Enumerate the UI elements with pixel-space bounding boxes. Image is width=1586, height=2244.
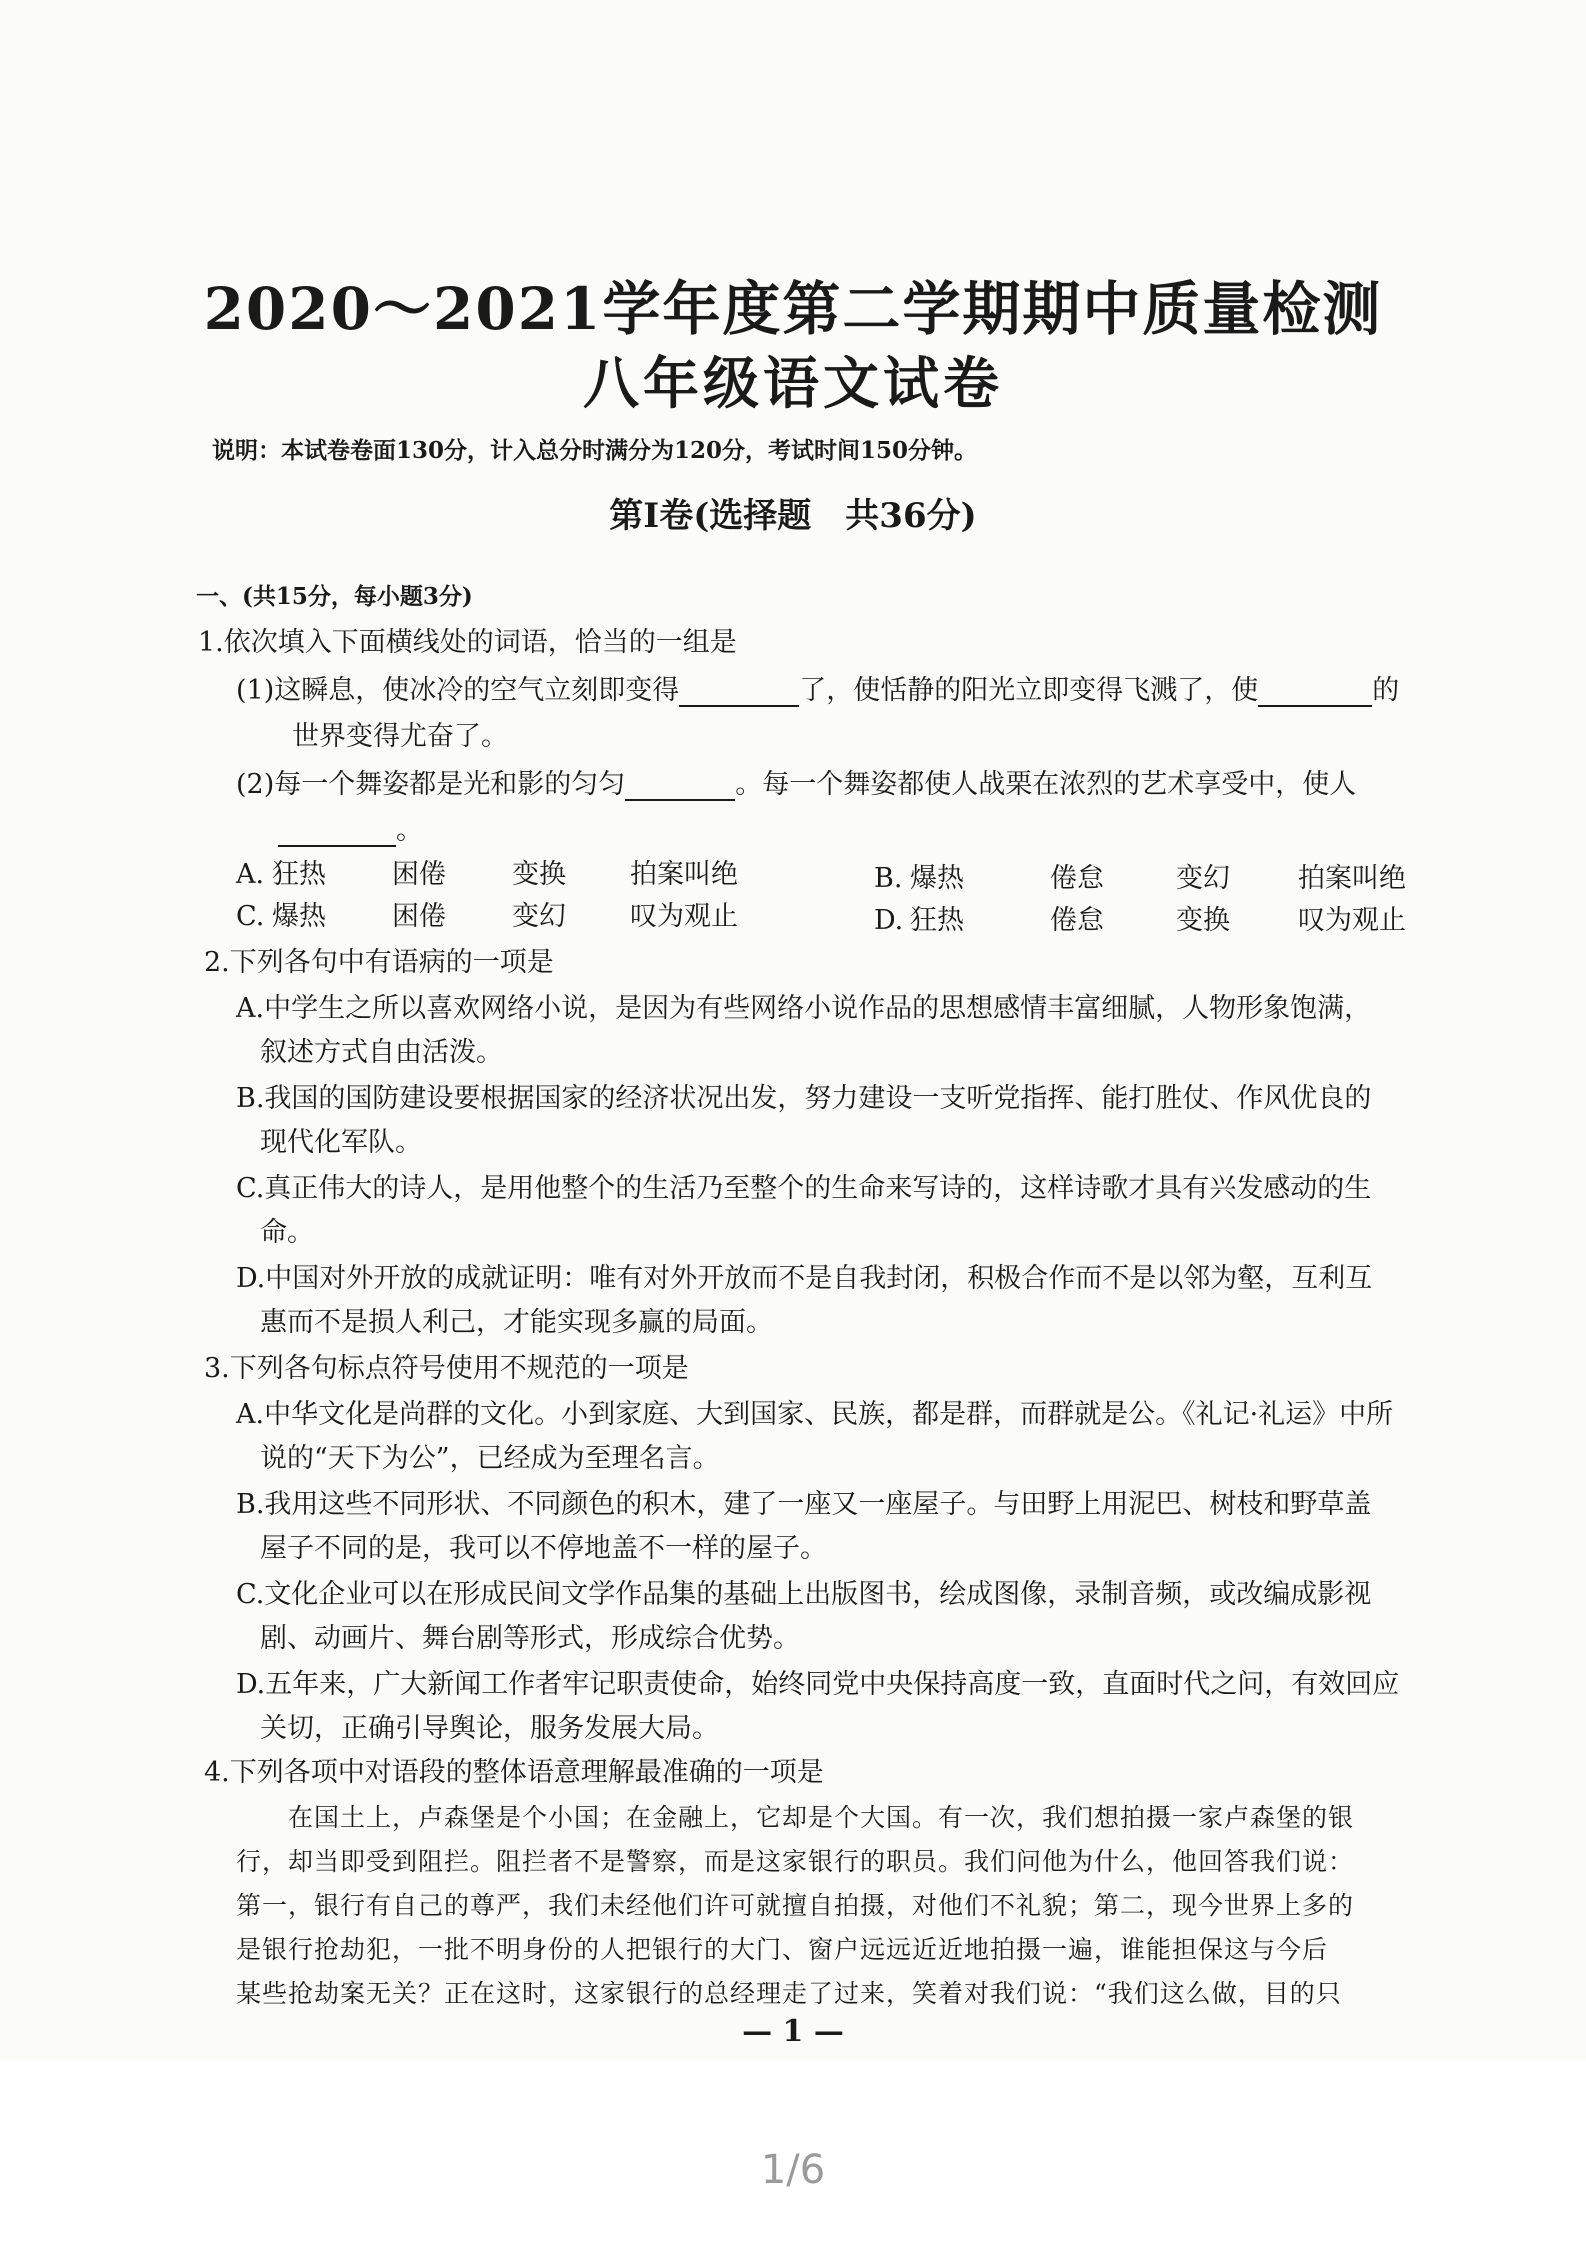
q4-passage-line5: 某些抢劫案无关？正在这时，这家银行的总经理走了过来，笑着对我们说：“我们这么做，目的只 — [236, 1979, 1342, 2008]
q3-stem: 3.下列各句标点符号使用不规范的一项是 — [204, 1353, 689, 1384]
exam-subtitle: 八年级语文试卷 — [583, 351, 1003, 417]
q4-passage-line1: 在国土上，卢森堡是个小国；在金融上，它却是个大国。有一次，我们想拍摄一家卢森堡的银 — [288, 1803, 1355, 1832]
q1-s1-part-a: (1)这瞬息，使冰冷的空气立刻即变得 — [236, 675, 680, 706]
q3-option-a-line1: A.中华文化是尚群的文化。小到家庭、大到国家、民族，都是群，而群就是公。《礼记·礼运》中所 — [236, 1399, 1394, 1430]
q4-stem: 4.下列各项中对语段的整体语意理解最准确的一项是 — [204, 1757, 824, 1788]
q2-option-a-line1: A.中学生之所以喜欢网络小说，是因为有些网络小说作品的思想感情丰富细腻，人物形象饱满， — [236, 993, 1372, 1024]
q3-option-a-line2: 说的“天下为公”，已经成为至理名言。 — [260, 1443, 720, 1474]
q3-option-b-line2: 屋子不同的是，我可以不停地盖不一样的屋子。 — [260, 1533, 827, 1564]
q1-s1-part-b: 了，使恬静的阳光立即变得飞溅了，使 — [799, 675, 1259, 706]
q2-option-b-line1: B.我国的国防建设要根据国家的经济状况出发，努力建设一支听党指挥、能打胜仗、作风优良的 — [236, 1083, 1372, 1114]
q1-s2-continuation — [278, 808, 423, 847]
q1-s1-part-c: 的 — [1372, 675, 1400, 706]
q1-s2-end: 。 — [396, 815, 423, 846]
q2-option-c-line1: C.真正伟大的诗人，是用他整个的生活乃至整个的生命来写诗的，这样诗歌才具有兴发感动的生 — [236, 1173, 1372, 1204]
q1-sentence2 — [236, 762, 1356, 801]
exam-instructions: 说明：本试卷卷面130分，计入总分时满分为120分，考试时间150分钟。 — [212, 437, 978, 464]
exam-title: 2020～2021学年度第二学期期中质量检测 — [203, 275, 1383, 343]
section-title: 第Ⅰ卷(选择题 共36分) — [609, 496, 977, 536]
q4-passage-line4: 是银行抢劫犯，一批不明身份的人把银行的大门、窗户远远近近地拍摄一遍，谁能担保这与今后 — [236, 1935, 1329, 1964]
q1-blank-3 — [625, 772, 735, 801]
q1-option-d: D. 狂热 倦怠 变换 叹为观止 — [874, 905, 1406, 936]
q1-option-a: A. 狂热 困倦 变换 拍案叫绝 — [236, 859, 738, 890]
q1-s2-part-a: (2)每一个舞姿都是光和影的匀匀 — [236, 769, 626, 800]
page-number: — 1 — — [742, 2014, 844, 2049]
q2-stem: 2.下列各句中有语病的一项是 — [204, 947, 554, 978]
q2-option-d-line2: 惠而不是损人利己，才能实现多赢的局面。 — [260, 1307, 773, 1338]
q4-passage-line3: 第一，银行有自己的尊严，我们未经他们许可就擅自拍摄，对他们不礼貌；第二，现今世界上多的 — [236, 1891, 1355, 1920]
q4-passage-line2: 行，却当即受到阻拦。阻拦者不是警察，而是这家银行的职员。我们问他为什么，他回答我们说： — [236, 1847, 1355, 1876]
q3-option-d-line2: 关切，正确引导舆论，服务发展大局。 — [260, 1713, 719, 1744]
q3-option-b-line1: B.我用这些不同形状、不同颜色的积木，建了一座又一座屋子。与田野上用泥巴、树枝和野草盖 — [236, 1489, 1372, 1520]
q2-option-a-line2: 叙述方式自由活泼。 — [260, 1037, 503, 1068]
q3-option-c-line2: 剧、动画片、舞台剧等形式，形成综合优势。 — [260, 1623, 800, 1654]
q1-blank-2 — [1258, 678, 1372, 707]
q3-option-c-line1: C.文化企业可以在形成民间文学作品集的基础上出版图书，绘成图像，录制音频，或改编成影视 — [236, 1579, 1372, 1610]
q1-s1-continuation: 世界变得尤奋了。 — [292, 721, 508, 752]
q2-option-b-line2: 现代化军队。 — [260, 1127, 422, 1158]
part-heading: 一、(共15分，每小题3分) — [196, 583, 473, 610]
q1-option-b: B. 爆热 倦怠 变幻 拍案叫绝 — [874, 863, 1406, 894]
q1-stem: 1.依次填入下面横线处的词语，恰当的一组是 — [198, 627, 737, 658]
q2-option-c-line2: 命。 — [260, 1217, 314, 1248]
q2-option-d-line1: D.中国对外开放的成就证明：唯有对外开放而不是自我封闭，积极合作而不是以邻为壑，互利互 — [236, 1263, 1373, 1294]
page-counter: 1/6 — [760, 2147, 826, 2193]
q1-option-c: C. 爆热 困倦 变幻 叹为观止 — [236, 901, 738, 932]
q3-option-d-line1: D.五年来，广大新闻工作者牢记职责使命，始终同党中央保持高度一致，直面时代之问，有效回应 — [236, 1669, 1400, 1700]
q1-blank-4 — [278, 818, 396, 847]
q1-blank-1 — [679, 678, 799, 707]
q1-s2-part-b: 。每一个舞姿都使人战栗在浓烈的艺术享受中，使人 — [735, 769, 1357, 800]
q1-sentence1 — [236, 668, 1399, 707]
